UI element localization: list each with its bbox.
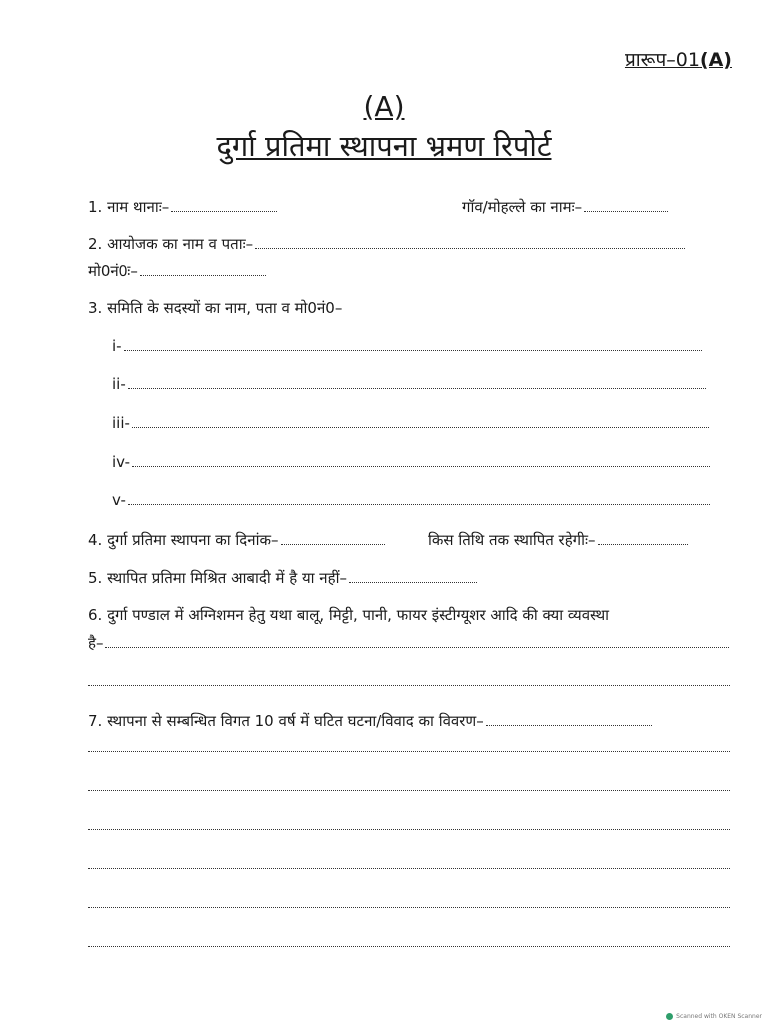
field-incident-history-label: 7. स्थापना से सम्बन्धित विगत 10 वर्ष में घटित घटना/विवाद का विवरण–	[88, 712, 484, 730]
member-row	[112, 491, 710, 509]
field-fire-safety: 6. दुर्गा पण्डाल में अग्निशमन हेतु यथा बालू, मिट्टी, पानी, फायर इंस्टीग्यूशर आदि की क्या व्यवस्था	[88, 606, 610, 624]
field-police-station-label: 1. नाम थानाः–	[88, 198, 170, 216]
until-date-blank[interactable]	[598, 543, 688, 545]
member-blank[interactable]	[124, 349, 702, 351]
form-code-prefix: प्रारूप–01	[624, 49, 700, 71]
field-until-date	[428, 530, 688, 550]
field-mixed-population-label: 5. स्थापित प्रतिमा मिश्रित आबादी में है या नहीं–	[88, 569, 347, 587]
member-row-label: ii-	[112, 375, 126, 393]
village-name-blank[interactable]	[584, 210, 668, 212]
form-code	[625, 46, 732, 72]
field-installation-date-label: 4. दुर्गा प्रतिमा स्थापना का दिनांक–	[88, 531, 279, 549]
field-mixed-population	[88, 568, 477, 588]
field-organizer	[88, 234, 685, 254]
scanner-watermark-text: Scanned with OKEN Scanner	[676, 1013, 762, 1020]
member-blank[interactable]	[132, 426, 709, 428]
police-station-blank[interactable]	[171, 210, 277, 212]
field-mobile	[88, 261, 266, 281]
member-row	[112, 414, 709, 432]
member-row-label: iv-	[112, 453, 131, 471]
incident-blank-line[interactable]	[88, 750, 730, 752]
incident-blank-line[interactable]	[88, 828, 730, 830]
member-blank[interactable]	[128, 387, 706, 389]
mixed-population-blank[interactable]	[349, 581, 477, 583]
incident-blank-line[interactable]	[88, 867, 730, 869]
scanner-watermark	[666, 1013, 762, 1020]
member-row	[112, 453, 710, 471]
member-blank[interactable]	[128, 503, 710, 505]
member-row	[112, 337, 702, 355]
field-mobile-label: मो0नं0ः–	[88, 262, 138, 280]
field-village-name	[462, 197, 668, 217]
field-committee-members: 3. समिति के सदस्यों का नाम, पता व मो0नं0–	[88, 299, 343, 317]
document-letter: (A)	[363, 90, 405, 123]
member-row-label: v-	[112, 491, 126, 509]
incident-blank-line[interactable]	[88, 906, 730, 908]
member-row-label: i-	[112, 337, 122, 355]
field-police-station	[88, 197, 277, 217]
form-code-suffix: (A)	[699, 49, 732, 71]
field-installation-date	[88, 530, 385, 550]
document-title: दुर्गा प्रतिमा स्थापना भ्रमण रिपोर्ट	[216, 129, 552, 163]
fire-safety-blank[interactable]	[105, 646, 729, 648]
member-row	[112, 375, 706, 393]
field-fire-safety-cont-label: है–	[88, 634, 104, 652]
field-village-name-label: गॉव/मोहल्ले का नामः–	[462, 198, 583, 216]
scanner-logo-icon	[666, 1013, 673, 1020]
fire-safety-blank-line[interactable]	[88, 684, 730, 686]
incident-blank-line[interactable]	[88, 789, 730, 791]
member-blank[interactable]	[132, 465, 710, 467]
mobile-blank[interactable]	[140, 274, 266, 276]
field-fire-safety-cont	[88, 633, 729, 653]
incident-history-blank[interactable]	[486, 724, 652, 726]
field-until-date-label: किस तिथि तक स्थापित रहेगीः–	[428, 531, 596, 549]
member-row-label: iii-	[112, 414, 130, 432]
organizer-blank[interactable]	[255, 247, 685, 249]
field-organizer-label: 2. आयोजक का नाम व पताः–	[88, 235, 254, 253]
installation-date-blank[interactable]	[281, 543, 385, 545]
field-incident-history	[88, 711, 652, 731]
incident-blank-line[interactable]	[88, 945, 730, 947]
